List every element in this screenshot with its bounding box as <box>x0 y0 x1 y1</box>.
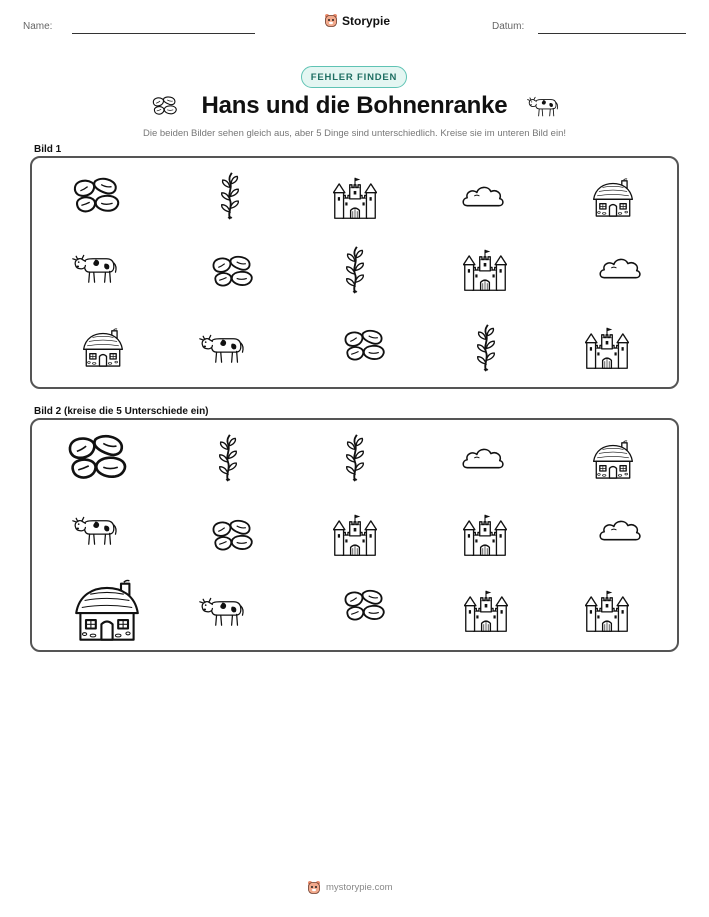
picture-2-castle-icon[interactable] <box>463 513 507 557</box>
storypie-mascot-icon <box>307 880 321 895</box>
picture-2-cloud-icon[interactable] <box>598 513 642 547</box>
picture-2-cottage-icon[interactable] <box>591 440 635 480</box>
picture-1-castle-icon <box>463 248 507 292</box>
picture-2-beans-icon[interactable] <box>210 516 256 556</box>
picture-1-cow-icon <box>72 249 118 287</box>
picture-1-cloud-icon <box>598 251 642 285</box>
cow-icon <box>527 94 559 118</box>
picture-2-cloud-icon[interactable] <box>461 441 505 475</box>
picture-2-cottage-icon[interactable] <box>72 579 142 643</box>
instructions: Die beiden Bilder sehen gleich aus, aber 5 Dinge sind unterschiedlich. Kreise sie im unteren Bild ein! <box>143 128 566 139</box>
footer <box>307 880 393 895</box>
picture-1-cow-icon <box>199 329 245 367</box>
picture-1-beanstalk-icon <box>216 171 244 221</box>
date-field[interactable] <box>538 33 686 34</box>
picture-1-cottage-icon <box>591 178 635 218</box>
picture-1-castle-icon <box>585 326 629 370</box>
storypie-mascot-icon <box>324 13 338 28</box>
picture-2-beans-icon[interactable] <box>65 430 131 486</box>
picture-2-castle-icon[interactable] <box>464 589 508 633</box>
picture-2-castle-icon[interactable] <box>333 513 377 557</box>
picture-2-beanstalk-icon[interactable] <box>341 433 369 483</box>
picture-1-beanstalk-icon <box>341 245 369 295</box>
picture-1-beans-icon <box>342 326 388 366</box>
picture-1-cloud-icon <box>461 179 505 213</box>
picture-1-beans-icon <box>71 175 123 217</box>
picture-2-beans-icon[interactable] <box>342 586 388 626</box>
page-title: Hans und die Bohnenranke <box>201 92 508 119</box>
picture-2-cow-icon[interactable] <box>199 592 245 630</box>
footer-url[interactable]: mystorypie.com <box>326 882 393 893</box>
name-label: Name: <box>23 21 53 32</box>
worksheet-type-badge: FEHLER FINDEN <box>301 66 407 88</box>
picture-1-beanstalk-icon <box>472 323 500 373</box>
picture-2-beanstalk-icon[interactable] <box>214 433 242 483</box>
storypie-logo <box>324 13 390 28</box>
picture-2-label: Bild 2 (kreise die 5 Unterschiede ein) <box>34 406 209 417</box>
date-label: Datum: <box>492 21 525 32</box>
name-field[interactable] <box>72 33 255 34</box>
picture-1-cottage-icon <box>81 328 125 368</box>
picture-2-cow-icon[interactable] <box>72 511 118 549</box>
picture-1-castle-icon <box>333 176 377 220</box>
picture-1-beans-icon <box>210 252 256 292</box>
picture-1-label: Bild 1 <box>34 144 62 155</box>
picture-2-castle-icon[interactable] <box>585 589 629 633</box>
brand-name: Storypie <box>342 13 391 28</box>
